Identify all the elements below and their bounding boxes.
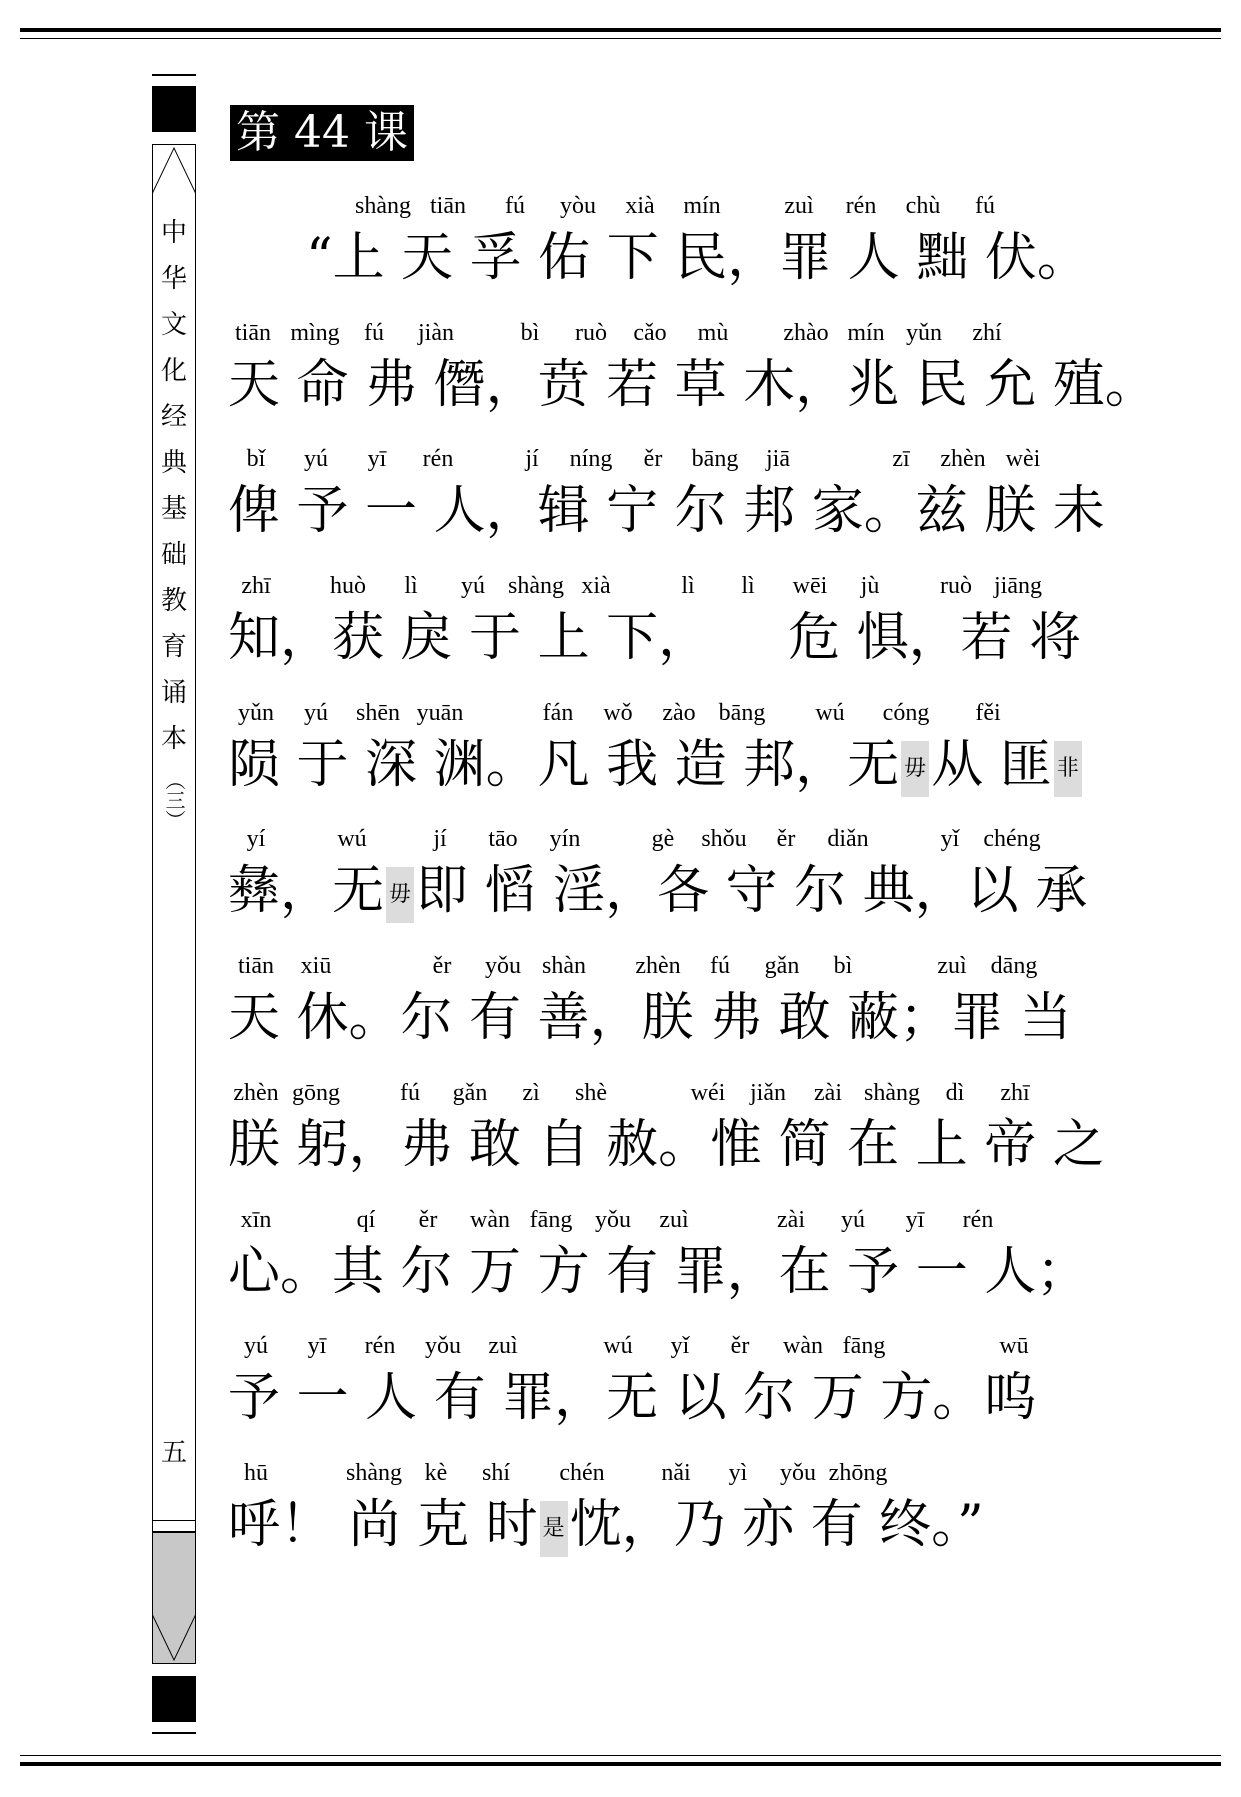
hanzi-segment: 呼！ 尚 克 时 xyxy=(228,1495,538,1555)
pinyin-syllable: zī xyxy=(892,446,910,472)
text-line xyxy=(228,193,1089,303)
pinyin-syllable: bāng xyxy=(691,446,739,472)
pinyin-syllable: wèi xyxy=(1005,446,1041,472)
pinyin-syllable: yǐ xyxy=(670,1333,690,1359)
book-title-char: 育 xyxy=(160,632,187,662)
bottom-rule-thin xyxy=(20,1755,1221,1756)
pinyin-syllable: tiān xyxy=(238,953,274,979)
pinyin-syllable: cǎo xyxy=(633,320,667,346)
pinyin-syllable: wū xyxy=(999,1333,1029,1359)
text-line xyxy=(228,320,1157,430)
pinyin-syllable: tāo xyxy=(488,826,518,852)
pinyin-syllable: lì xyxy=(741,573,755,599)
pinyin-syllable: zuì xyxy=(659,1207,689,1233)
text-line xyxy=(228,826,1088,936)
spine-top-chevron xyxy=(152,144,196,194)
text-line xyxy=(228,1207,1089,1317)
hanzi-text: 天 休。尔 有 善，朕 弗 敢 蔽；罪 当 xyxy=(228,988,1072,1048)
pinyin-syllable: ěr xyxy=(776,826,796,852)
pinyin-syllable: rén xyxy=(422,446,454,472)
pinyin-syllable: chéng xyxy=(983,826,1041,852)
hanzi-text: 朕 躬，弗 敢 自 赦。惟 简 在 上 帝 之 xyxy=(228,1115,1105,1175)
pinyin-syllable: zhī xyxy=(1000,1080,1030,1106)
pinyin-syllable: zài xyxy=(814,1080,842,1106)
pinyin-syllable: yǐ xyxy=(940,826,960,852)
pinyin-syllable: zuì xyxy=(937,953,967,979)
pinyin-syllable: ěr xyxy=(432,953,452,979)
pinyin-syllable: yín xyxy=(549,826,581,852)
pinyin-syllable: ruò xyxy=(575,320,607,346)
top-rule-thick xyxy=(20,28,1221,32)
hanzi-segment: 陨 于 深 渊。凡 我 造 邦，无 xyxy=(228,735,900,795)
pinyin-syllable: mù xyxy=(697,320,729,346)
pinyin-syllable: yī xyxy=(905,1207,925,1233)
hanzi-segment: 即 慆 淫，各 守 尔 典，以 承 xyxy=(416,861,1088,921)
variant-character-note: 非 xyxy=(1054,741,1082,797)
pinyin-syllable: zì xyxy=(522,1080,540,1106)
hanzi-text: 予 一 人 有 罪，无 以 尔 万 方。呜 xyxy=(228,1368,1037,1428)
pinyin-syllable: wēi xyxy=(792,573,828,599)
book-title-char: 础 xyxy=(160,540,187,570)
pinyin-syllable: zhèn xyxy=(233,1080,279,1106)
pinyin-syllable: tiān xyxy=(235,320,271,346)
spine-top-line xyxy=(152,74,196,76)
text-line xyxy=(228,573,1082,683)
pinyin-syllable: bāng xyxy=(718,700,766,726)
text-line xyxy=(228,1333,1048,1443)
pinyin-syllable: zhèn xyxy=(940,446,986,472)
pinyin-syllable: qí xyxy=(356,1207,376,1233)
pinyin-syllable: fú xyxy=(364,320,384,346)
pinyin-syllable: zhèn xyxy=(635,953,681,979)
pinyin-syllable: xīn xyxy=(240,1207,272,1233)
pinyin-syllable: fú xyxy=(975,193,995,219)
pinyin-syllable: fú xyxy=(505,193,525,219)
pinyin-syllable: shàng xyxy=(508,573,564,599)
spine-bottom-block xyxy=(152,1676,196,1722)
book-title-char: 华 xyxy=(160,264,187,294)
pinyin-syllable: bì xyxy=(520,320,540,346)
pinyin-syllable: dì xyxy=(945,1080,965,1106)
pinyin-syllable: xiū xyxy=(300,953,332,979)
pinyin-syllable: shǒu xyxy=(701,826,747,852)
pinyin-syllable: chù xyxy=(905,193,941,219)
spine-bottom-chevron xyxy=(152,1614,196,1664)
pinyin-syllable: yú xyxy=(304,446,328,472)
hanzi-segment: 从 匪 xyxy=(931,735,1052,795)
pinyin-syllable: zuì xyxy=(488,1333,518,1359)
pinyin-syllable: shí xyxy=(481,1460,511,1486)
pinyin-syllable: zhào xyxy=(783,320,829,346)
pinyin-syllable: zài xyxy=(777,1207,805,1233)
pinyin-syllable: fāng xyxy=(842,1333,886,1359)
variant-character-note: 毋 xyxy=(901,741,929,797)
pinyin-syllable: mín xyxy=(847,320,885,346)
variant-character-note: 毋 xyxy=(386,867,414,923)
pinyin-syllable: shàng xyxy=(864,1080,920,1106)
spine-bottom-line xyxy=(152,1732,196,1734)
pinyin-syllable: rén xyxy=(845,193,877,219)
bottom-rule-thick xyxy=(20,1762,1221,1766)
hanzi-segment: 彝，无 xyxy=(228,861,385,921)
pinyin-syllable: gǎn xyxy=(452,1080,488,1106)
pinyin-syllable: yǒu xyxy=(485,953,521,979)
pinyin-syllable: yǔn xyxy=(238,700,274,726)
pinyin-syllable: yǒu xyxy=(425,1333,461,1359)
pinyin-syllable: dāng xyxy=(990,953,1038,979)
pinyin-syllable: yī xyxy=(307,1333,327,1359)
pinyin-syllable: zuì xyxy=(784,193,814,219)
pinyin-syllable: jí xyxy=(433,826,447,852)
pinyin-syllable: fú xyxy=(710,953,730,979)
spine-top-block xyxy=(152,86,196,132)
pinyin-syllable: fán xyxy=(542,700,574,726)
text-line xyxy=(228,1080,1105,1190)
pinyin-syllable: jiāng xyxy=(994,573,1042,599)
spine-bottom-separator xyxy=(152,1520,196,1532)
pinyin-syllable: gǎn xyxy=(764,953,800,979)
pinyin-syllable: rén xyxy=(962,1207,994,1233)
book-title-char: 基 xyxy=(160,494,187,524)
hanzi-text xyxy=(228,730,1084,800)
pinyin-syllable: bǐ xyxy=(246,446,266,472)
lesson-title: 第 44 课 xyxy=(230,105,414,161)
hanzi-text: 心。其 尔 万 方 有 罪，在 予 一 人； xyxy=(228,1242,1089,1302)
variant-character-note: 是 xyxy=(540,1501,568,1557)
pinyin-syllable: jiǎn xyxy=(750,1080,786,1106)
pinyin-syllable: jí xyxy=(525,446,539,472)
pinyin-syllable: cóng xyxy=(882,700,930,726)
pinyin-syllable: shàng xyxy=(355,193,411,219)
pinyin-syllable: yú xyxy=(461,573,485,599)
pinyin-syllable: shàn xyxy=(542,953,586,979)
hanzi-text: “上 天 孚 佑 下 民，罪 人 黜 伏。 xyxy=(306,228,1089,288)
pinyin-syllable: zhōng xyxy=(828,1460,888,1486)
pinyin-syllable: lì xyxy=(681,573,695,599)
book-title-char: 化 xyxy=(160,356,187,386)
hanzi-text: 天 命 弗 僭，贲 若 草 木，兆 民 允 殖。 xyxy=(228,355,1157,415)
pinyin-syllable: diǎn xyxy=(827,826,869,852)
pinyin-syllable: yòu xyxy=(560,193,596,219)
pinyin-syllable: yí xyxy=(246,826,266,852)
pinyin-syllable: yú xyxy=(244,1333,268,1359)
pinyin-syllable: huò xyxy=(330,573,366,599)
text-line xyxy=(228,700,1079,810)
hanzi-text: 俾 予 一 人，辑 宁 尔 邦 家。兹 朕 未 xyxy=(228,481,1105,541)
pinyin-syllable: wàn xyxy=(470,1207,510,1233)
book-title-vertical xyxy=(152,210,196,830)
text-line xyxy=(228,1460,1048,1570)
pinyin-syllable: xià xyxy=(581,573,611,599)
pinyin-syllable: ěr xyxy=(643,446,663,472)
pinyin-syllable: gè xyxy=(651,826,675,852)
hanzi-text xyxy=(228,1490,984,1560)
pinyin-syllable: mìng xyxy=(290,320,340,346)
pinyin-syllable: jiàn xyxy=(418,320,454,346)
pinyin-syllable: nǎi xyxy=(661,1460,691,1486)
book-title-char: 诵 xyxy=(160,678,187,708)
book-title-char: 本 xyxy=(160,724,187,754)
pinyin-syllable: yuān xyxy=(416,700,464,726)
book-title-char: 经 xyxy=(160,402,187,432)
pinyin-syllable: yú xyxy=(841,1207,865,1233)
pinyin-syllable: ěr xyxy=(730,1333,750,1359)
pinyin-syllable: níng xyxy=(569,446,613,472)
top-rule-thin xyxy=(20,38,1221,39)
pinyin-syllable: tiān xyxy=(430,193,466,219)
hanzi-segment: 忱，乃 亦 有 终。” xyxy=(569,1495,984,1555)
book-title-char: 教 xyxy=(160,586,187,616)
pinyin-syllable: wéi xyxy=(690,1080,726,1106)
pinyin-syllable: zào xyxy=(662,700,696,726)
pinyin-syllable: wú xyxy=(337,826,367,852)
pinyin-syllable: shàng xyxy=(346,1460,402,1486)
pinyin-syllable: wǒ xyxy=(603,700,633,726)
pinyin-syllable: shè xyxy=(575,1080,607,1106)
pinyin-syllable: jù xyxy=(860,573,880,599)
pinyin-syllable: yú xyxy=(304,700,328,726)
pinyin-syllable: wú xyxy=(815,700,845,726)
hanzi-text: 知，获 戾 于 上 下， 危 惧，若 将 xyxy=(228,608,1082,668)
pinyin-syllable: xià xyxy=(625,193,655,219)
pinyin-syllable: mín xyxy=(683,193,721,219)
book-title-char: 中 xyxy=(160,218,187,248)
pinyin-syllable: rén xyxy=(364,1333,396,1359)
pinyin-syllable: lì xyxy=(404,573,418,599)
pinyin-syllable: ruò xyxy=(940,573,972,599)
pinyin-syllable: zhí xyxy=(972,320,1002,346)
pinyin-syllable: fāng xyxy=(529,1207,573,1233)
pinyin-syllable: shēn xyxy=(356,700,400,726)
pinyin-syllable: fěi xyxy=(975,700,1001,726)
pinyin-syllable: wàn xyxy=(783,1333,823,1359)
pinyin-syllable: fú xyxy=(400,1080,420,1106)
pinyin-syllable: kè xyxy=(424,1460,448,1486)
pinyin-syllable: gōng xyxy=(292,1080,340,1106)
text-line xyxy=(228,953,1072,1063)
book-title-char: 典 xyxy=(160,448,187,478)
hanzi-text xyxy=(228,856,1087,926)
pinyin-syllable: yì xyxy=(728,1460,748,1486)
book-title-volume: （三） xyxy=(162,770,186,830)
pinyin-syllable: yǒu xyxy=(780,1460,816,1486)
pinyin-syllable: jiā xyxy=(766,446,790,472)
pinyin-syllable: wú xyxy=(603,1333,633,1359)
pinyin-syllable: ěr xyxy=(418,1207,438,1233)
page-number: 五 xyxy=(160,1438,187,1468)
pinyin-syllable: zhī xyxy=(241,573,271,599)
book-title-char: 文 xyxy=(160,310,187,340)
pinyin-syllable: hū xyxy=(244,1460,268,1486)
pinyin-syllable: yī xyxy=(367,446,387,472)
pinyin-syllable: chén xyxy=(559,1460,605,1486)
pinyin-syllable: bì xyxy=(833,953,853,979)
text-line xyxy=(228,446,1105,556)
pinyin-syllable: yǒu xyxy=(595,1207,631,1233)
pinyin-syllable: yǔn xyxy=(906,320,942,346)
